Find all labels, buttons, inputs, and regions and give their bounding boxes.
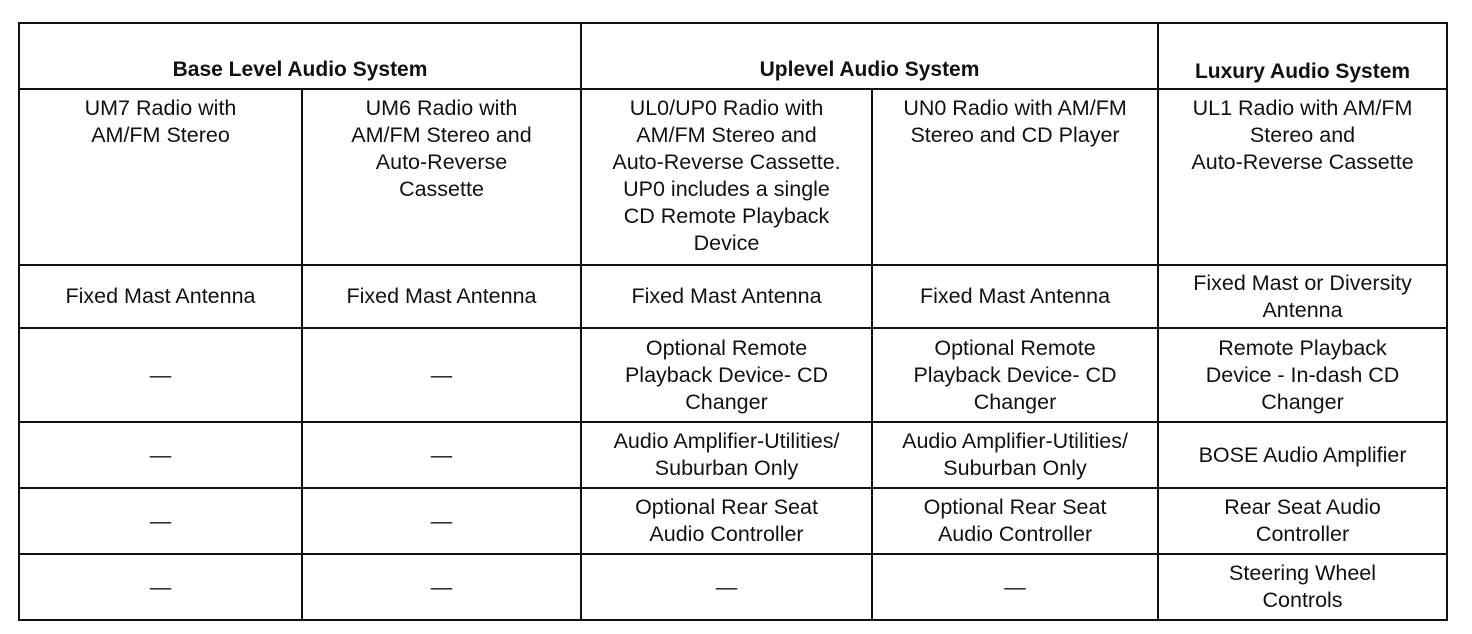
cell-um7-amplifier: — [19, 422, 302, 488]
cell-ul1-cd-changer: Remote Playback Device - In-dash CD Changer [1158, 328, 1447, 422]
cell-ul0-radio: UL0/UP0 Radio with AM/FM Stereo and Auto-Reverse Cassette. UP0 includes a single CD Remote Playback Device [581, 89, 872, 265]
cell-um6-antenna: Fixed Mast Antenna [302, 265, 581, 328]
table-row [19, 89, 1447, 265]
cell-um7-radio: UM7 Radio with AM/FM Stereo [19, 89, 302, 265]
cell-um7-cd-changer: — [19, 328, 302, 422]
audio-system-table [18, 22, 1448, 621]
luxury-header: Luxury Audio System [1158, 23, 1447, 89]
table-header-row [19, 23, 1447, 89]
cell-ul1-steering: Steering Wheel Controls [1158, 554, 1447, 620]
cell-ul0-antenna: Fixed Mast Antenna [581, 265, 872, 328]
table-row [19, 328, 1447, 422]
cell-um7-rear-seat: — [19, 488, 302, 554]
cell-ul0-rear-seat: Optional Rear Seat Audio Controller [581, 488, 872, 554]
cell-um6-amplifier: — [302, 422, 581, 488]
cell-ul0-steering: — [581, 554, 872, 620]
cell-ul0-amplifier: Audio Amplifier-Utilities/ Suburban Only [581, 422, 872, 488]
cell-um7-steering: — [19, 554, 302, 620]
cell-un0-cd-changer: Optional Remote Playback Device- CD Changer [872, 328, 1158, 422]
table-row [19, 554, 1447, 620]
cell-un0-steering: — [872, 554, 1158, 620]
table-row [19, 422, 1447, 488]
table-row [19, 265, 1447, 328]
cell-un0-antenna: Fixed Mast Antenna [872, 265, 1158, 328]
cell-ul1-antenna: Fixed Mast or Diversity Antenna [1158, 265, 1447, 328]
cell-um6-radio: UM6 Radio with AM/FM Stereo and Auto-Reverse Cassette [302, 89, 581, 265]
cell-ul1-rear-seat: Rear Seat Audio Controller [1158, 488, 1447, 554]
cell-ul1-amplifier: BOSE Audio Amplifier [1158, 422, 1447, 488]
cell-um6-cd-changer: — [302, 328, 581, 422]
base-level-header: Base Level Audio System [19, 23, 581, 89]
table-row [19, 488, 1447, 554]
cell-ul0-cd-changer: Optional Remote Playback Device- CD Changer [581, 328, 872, 422]
cell-un0-amplifier: Audio Amplifier-Utilities/ Suburban Only [872, 422, 1158, 488]
cell-um7-antenna: Fixed Mast Antenna [19, 265, 302, 328]
cell-ul1-radio: UL1 Radio with AM/FM Stereo and Auto-Reverse Cassette [1158, 89, 1447, 265]
cell-un0-radio: UN0 Radio with AM/FM Stereo and CD Player [872, 89, 1158, 265]
cell-un0-rear-seat: Optional Rear Seat Audio Controller [872, 488, 1158, 554]
uplevel-header: Uplevel Audio System [581, 23, 1158, 89]
cell-um6-steering: — [302, 554, 581, 620]
cell-um6-rear-seat: — [302, 488, 581, 554]
